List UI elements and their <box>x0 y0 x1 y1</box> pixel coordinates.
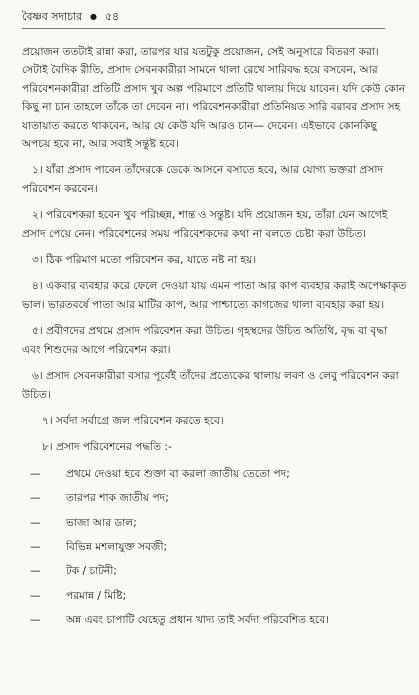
bullet-separator: ● <box>90 11 98 21</box>
point-6: ৬। প্রসাদ সেবনকারীরা বসার পূর্বেই তাঁদের প্রত্যেকের থালায় লবণ ও লেবু পরিবেশন করা উচিত। <box>22 370 399 401</box>
intro-paragraph: প্রয়োজন ততটাই রান্না করা, তারপর যার যতটুকু প্রয়োজন, সেই অনুসারে বিতরণ করা। সেটাই বৈদিক রীতি, প্রসাদ সেবনকারীরা সামনে থালা রেখে সারিবদ্ধ হয়ে বসবেন, আর পরিবেশনকারীরা প্রতিটি প্রসাদ খুব অল্প পরিমাণে প্রতিটি থালায় দিয়ে যাবেন। যদি কেউ কোন কিছু না চান তাহলে তাঁকে তা দেবেন না। পরিবেশনকারীরা প্রতিনিয়ত সারি বরাবর প্রসাদ সহ যাতায়াত করতে থাকবেন, আর যে কেউ যদি আরও চান— দেবেন। এইভাবে কোনকিছু অপচয় হবে না, আর সবাই সন্তুষ্ট হবে। <box>22 46 406 151</box>
list-item: — প্রথমে দেওয়া হবে শুক্তা বা করলা জাতীয় তেতো পদ; <box>22 465 407 483</box>
list-item: — টক / চাটনী; <box>22 562 407 580</box>
list-item: — ভাজা আর ডাল; <box>22 514 407 532</box>
point-1: ১। যাঁরা প্রসাদ পাবেন তাঁদেরকে ডেকে আসনে বসাতে হবে, আর যোগ্য ভক্তরা প্রসাদ পরিবেশন করবেন। <box>22 164 384 195</box>
page-number: ৫৪ <box>105 9 120 23</box>
list-item: — অন্ন এবং চাপাটি যেহেতু প্রধান খাদ্য তাই সর্বদা পরিবেশিত হবে। <box>22 611 407 629</box>
point-4: ৪। একবার ব্যবহার করে ফেলে দেওয়া যায় এমন পাতা আর কাপ ব্যবহার করাই অপেক্ষাকৃত ভাল। ভারতবর্ষে পাতা আর মাটির কাপ, আর পাশ্চাত্যে কাগজের থালা ব্যবহার করা হয়। <box>22 280 407 311</box>
list-item: — পরমান্ন / মিষ্টি; <box>22 587 407 605</box>
point-7: ৭। সর্বদা সর্বাগ্রে জল পরিবেশন করতে হবে। <box>42 414 224 427</box>
point-3: ৩। ঠিক পরিমাণ মতো পরিবেশন কর, যাতে নষ্ট না হয়। <box>32 254 257 267</box>
running-header <box>22 6 385 29</box>
point-5: ৫। প্রবীণদের প্রথমে প্রসাদ পরিবেশন করা উচিত। গৃহস্থদের উচিত অতিথি, বৃদ্ধ বা বৃদ্ধা এবং শিশুদের আগে পরিবেশন করা। <box>22 325 388 356</box>
point-2: ২। পরিবেশকরা হবেন খুব পরিচ্ছন্ন, শান্ত ও সন্তুষ্ট। যদি প্রয়োজন হয়, তাঁরা যেন আগেই প্রসাদ পেয়ে নেন। পরিবেশনের সময় পরিবেশকদের কথা না বলতে চেষ্টা করা উচিত। <box>22 209 388 240</box>
list-item: — বিভিন্ন মশলাযুক্ত সবজী; <box>22 538 407 556</box>
book-title: বৈষ্ণব সদাচার <box>22 9 83 23</box>
list-item: — তারপর শাক জাতীয় পদ; <box>22 489 407 507</box>
point-8-title: ৮। প্রসাদ পরিবেশনের পদ্ধতি :- <box>42 441 172 454</box>
serving-method-list <box>22 465 407 630</box>
